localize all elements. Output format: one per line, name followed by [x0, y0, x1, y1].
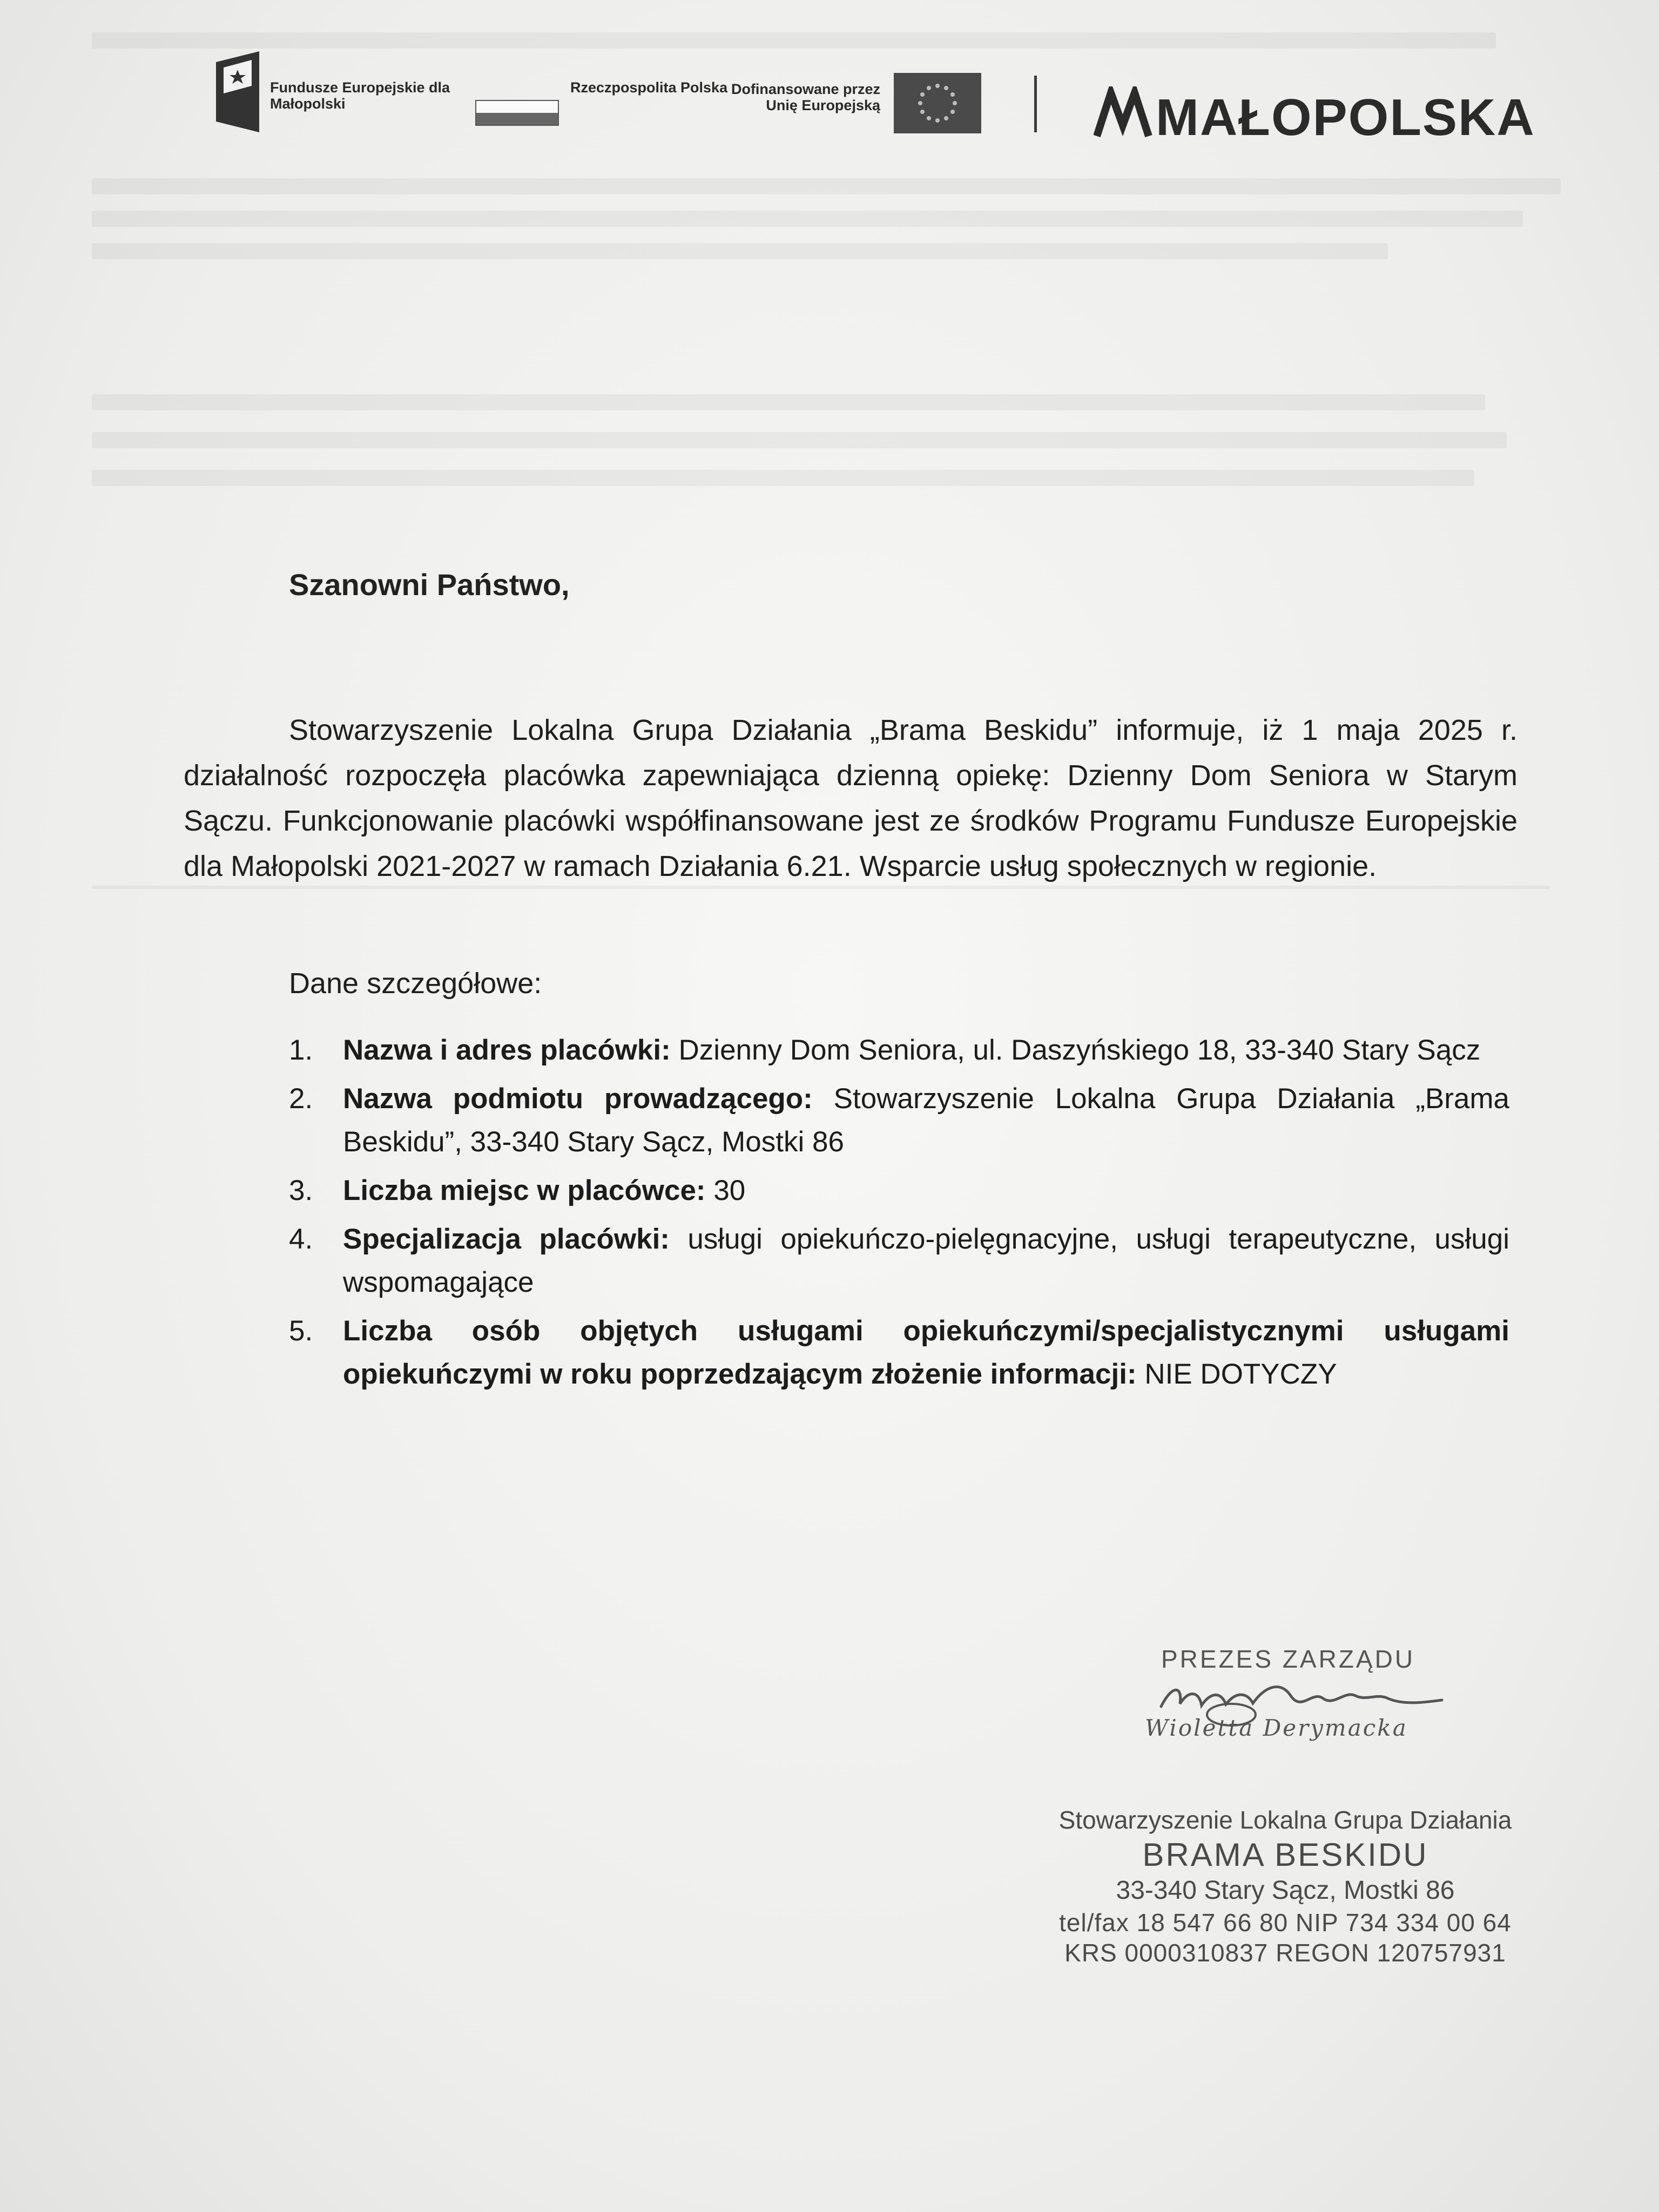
list-item-number: 5. — [289, 1315, 313, 1347]
list-item-label: Liczba osób objętych usługami opiekuńczymi/specjalistycznymi usługami opiekuńczymi w roku poprzedzającym złożenie informacji: — [343, 1315, 1509, 1390]
letter-greeting: Szanowni Państwo, — [289, 568, 570, 602]
list-item-value: usługi opiekuńczo-pielęgnacyjne, usługi terapeutyczne, usługi wspomagające — [343, 1223, 1509, 1298]
list-item-label: Nazwa i adres placówki: — [343, 1034, 671, 1066]
signature-title: PREZES ZARZĄDU — [1161, 1645, 1415, 1673]
list-item-number: 4. — [289, 1223, 313, 1255]
stamp-address-line: 33-340 Stary Sącz, Mostki 86 — [1116, 1876, 1455, 1905]
malopolska-logo-icon — [1094, 86, 1153, 140]
list-item — [289, 1169, 1509, 1212]
organization-stamp — [1048, 1804, 1523, 1968]
list-item-number: 1. — [289, 1034, 313, 1066]
header-divider — [1034, 76, 1037, 132]
malopolska-wordmark: MAŁOPOLSKA — [1156, 89, 1535, 146]
list-item — [289, 1077, 1509, 1164]
list-item-label: Liczba miejsc w placówce: — [343, 1175, 706, 1206]
list-item — [289, 1218, 1509, 1304]
list-item-number: 2. — [289, 1083, 313, 1115]
list-item-number: 3. — [289, 1175, 313, 1206]
bleed-through-line — [92, 32, 1496, 49]
bleed-through-line — [92, 470, 1474, 486]
list-item-value: NIE DOTYCZY — [1136, 1358, 1337, 1390]
header-logo-bar — [216, 51, 1535, 154]
bleed-through-line — [92, 394, 1485, 410]
stamp-name-line: BRAMA BESKIDU — [1142, 1837, 1428, 1873]
details-list — [289, 1029, 1509, 1401]
eu-flag-icon — [894, 73, 981, 133]
list-item-value: 30 — [705, 1175, 746, 1206]
details-heading: Dane szczegółowe: — [289, 967, 542, 1000]
bleed-through-line — [92, 432, 1507, 448]
list-item-label: Specjalizacja placówki: — [343, 1223, 670, 1255]
list-item-value: Stowarzyszenie Lokalna Grupa Działania „Brama Beskidu”, 33-340 Stary Sącz, Mostki 86 — [343, 1083, 1509, 1158]
bleed-through-line — [92, 243, 1388, 259]
list-item — [289, 1029, 1509, 1072]
stamp-registry-line: KRS 0000310837 REGON 120757931 — [1064, 1939, 1506, 1967]
rzeczpospolita-polska-text: Rzeczpospolita Polska — [570, 79, 728, 96]
fundusze-europejskie-text: Fundusze Europejskie dla Małopolski — [270, 79, 450, 112]
eu-funding-text: Dofinansowane przez Unię Europejską — [731, 81, 880, 113]
stamp-contact-line: tel/fax 18 547 66 80 NIP 734 334 00 64 — [1059, 1908, 1512, 1937]
polish-flag-icon — [475, 100, 559, 126]
letter-paragraph: Stowarzyszenie Lokalna Grupa Działania „Brama Beskidu” informuje, iż 1 maja 2025 r. działalność rozpoczęła placówka zapewniająca dzienną opiekę: Dzienny Dom Seniora w Starym Sączu. Funkcjonowanie placówki współfinansowane jest ze środków Programu Fundusze Europejskie dla Małopolski 2021-2027 w ramach Działania 6.21. Wsparcie usług społecznych w regionie. — [184, 714, 1518, 882]
bleed-through-line — [92, 178, 1561, 194]
list-item — [289, 1310, 1509, 1396]
signatory-name: Wioletta Derymacka — [1145, 1715, 1408, 1741]
stamp-organization-line: Stowarzyszenie Lokalna Grupa Działania — [1058, 1806, 1512, 1834]
list-item-label: Nazwa podmiotu prowadzącego: — [343, 1083, 813, 1115]
fundusze-europejskie-logo-icon — [216, 51, 259, 132]
bleed-through-line — [92, 211, 1523, 227]
list-item-value: Dzienny Dom Seniora, ul. Daszyńskiego 18, 33-340 Stary Sącz — [670, 1034, 1481, 1066]
